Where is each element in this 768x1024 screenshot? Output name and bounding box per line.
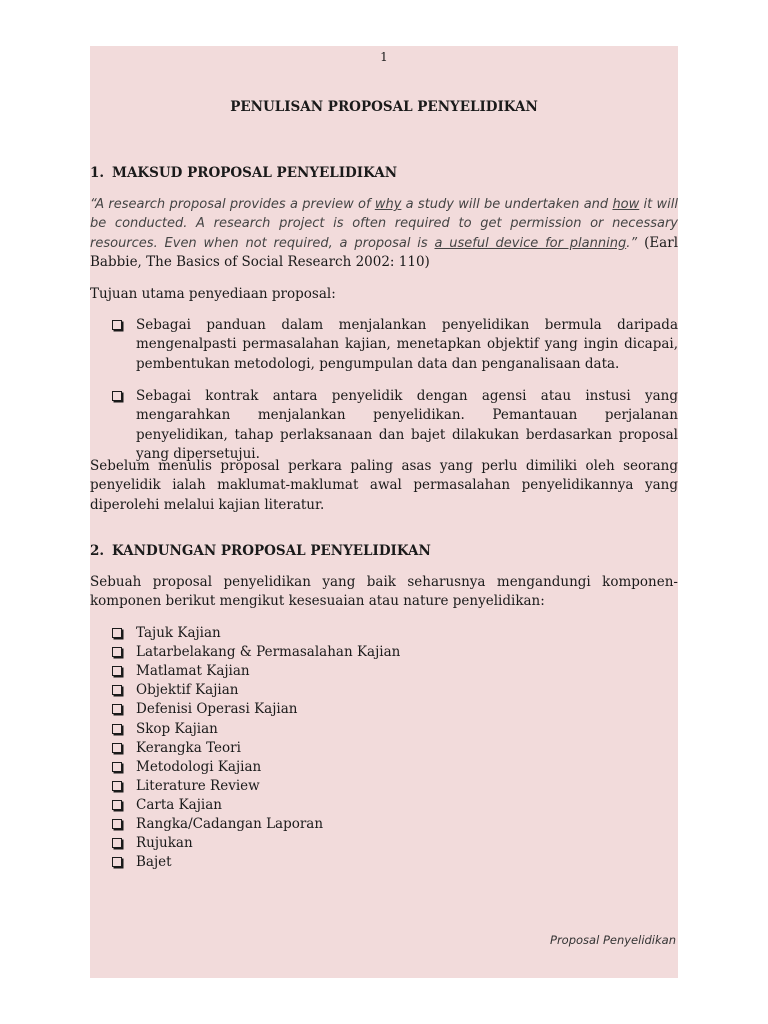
list-item-text: Carta Kajian <box>136 796 222 813</box>
section-2-title: KANDUNGAN PROPOSAL PENYELIDIKAN <box>112 543 431 559</box>
quote-part-3: it will be conducted. A research project is often required to get permission or necessary resources. Even when not required, a proposal is <box>90 197 678 251</box>
section-1-intro: Tujuan utama penyediaan proposal: <box>90 286 336 302</box>
section-1-closing: Sebelum menulis proposal perkara paling asas yang perlu dimiliki oleh seorang penyelidik ialah maklumat-maklumat awal permasalahan penyelidikannya yang diperolehi melalui kajian literatur. <box>90 458 678 513</box>
quote-useful-device: a useful device for planning <box>434 235 627 251</box>
quote-part-4: .” <box>626 235 638 251</box>
quote-text <box>90 197 678 251</box>
list-item <box>112 777 260 796</box>
checkbox-bullet-icon <box>112 704 122 714</box>
list-item <box>112 700 297 719</box>
list-item <box>112 815 323 834</box>
list-item <box>112 758 261 777</box>
checkbox-bullet-icon <box>112 762 122 772</box>
list-item-text: Rangka/Cadangan Laporan <box>136 816 324 832</box>
list-item-text: Defenisi Operasi Kajian <box>136 701 298 718</box>
list-item-text: Kerangka Teori <box>136 739 241 756</box>
list-item <box>112 834 193 853</box>
checkbox-bullet-icon <box>112 800 122 810</box>
document-title: PENULISAN PROPOSAL PENYELIDIKAN <box>230 99 538 115</box>
checkbox-bullet-icon <box>112 838 122 848</box>
checkbox-bullet-icon <box>112 724 122 734</box>
section-2-heading <box>90 541 431 561</box>
quote-part-1: “A research proposal provides a preview of <box>90 197 375 212</box>
quote-paragraph <box>90 195 678 273</box>
document-page <box>90 46 678 978</box>
section-1-bullet-2 <box>112 387 678 465</box>
list-item-text: Skop Kajian <box>136 720 218 737</box>
checkbox-bullet-icon <box>112 685 122 695</box>
list-item <box>112 853 172 872</box>
list-item <box>112 739 241 758</box>
checkbox-bullet-icon <box>112 819 122 829</box>
list-item-text: Bajet <box>136 854 172 871</box>
list-item-text: Tajuk Kajian <box>136 625 221 641</box>
bullet-text: Sebagai kontrak antara penyelidik dengan agensi atau instusi yang mengarahkan menjalankan penyelidikan. Pemantauan perjalanan penyelidikan, tahap perlaksanaan dan bajet dilakukan berdasarkan proposal yang dipersetujui. <box>136 388 678 463</box>
section-2-number: 2. <box>90 543 105 559</box>
section-1-title: MAKSUD PROPOSAL PENYELIDIKAN <box>112 165 398 181</box>
checkbox-bullet-icon <box>112 320 122 330</box>
quote-why: why <box>374 197 402 212</box>
quote-part-2: a study will be undertaken and <box>401 197 613 212</box>
list-item <box>112 796 222 815</box>
checkbox-bullet-icon <box>112 391 122 401</box>
list-item <box>112 662 250 681</box>
page-footer: Proposal Penyelidikan <box>550 933 676 947</box>
checkbox-bullet-icon <box>112 857 122 867</box>
list-item-text: Literature Review <box>136 777 260 794</box>
list-item <box>112 720 218 739</box>
checkbox-bullet-icon <box>112 647 122 657</box>
section-1-number: 1. <box>90 165 105 181</box>
section-2-intro: Sebuah proposal penyelidikan yang baik seharusnya mengandungi komponen-komponen berikut mengikut kesesuaian atau nature penyelidikan: <box>90 574 678 610</box>
quote-how: how <box>612 197 640 212</box>
checkbox-bullet-icon <box>112 781 122 791</box>
list-item-text: Latarbelakang & Permasalahan Kajian <box>136 644 401 661</box>
quote-citation: (Earl Babbie, The Basics of Social Research 2002: 110) <box>90 234 679 271</box>
section-1-bullet-1 <box>112 316 678 374</box>
list-item-text: Metodologi Kajian <box>136 758 262 775</box>
list-item <box>112 624 221 643</box>
list-item-text: Objektif Kajian <box>136 682 239 699</box>
list-item <box>112 681 238 700</box>
checkbox-bullet-icon <box>112 743 122 753</box>
bullet-text: Sebagai panduan dalam menjalankan penyelidikan bermula daripada mengenalpasti permasalahan kajian, menetapkan objektif yang ingin dicapai, pembentukan metodologi, pengumpulan data dan penganalisaan data. <box>136 317 678 372</box>
list-item <box>112 643 400 662</box>
page-number: 1 <box>380 50 388 64</box>
checkbox-bullet-icon <box>112 628 122 638</box>
list-item-text: Matlamat Kajian <box>136 663 250 680</box>
section-1-heading <box>90 163 397 183</box>
checkbox-bullet-icon <box>112 666 122 676</box>
list-item-text: Rujukan <box>136 835 193 852</box>
